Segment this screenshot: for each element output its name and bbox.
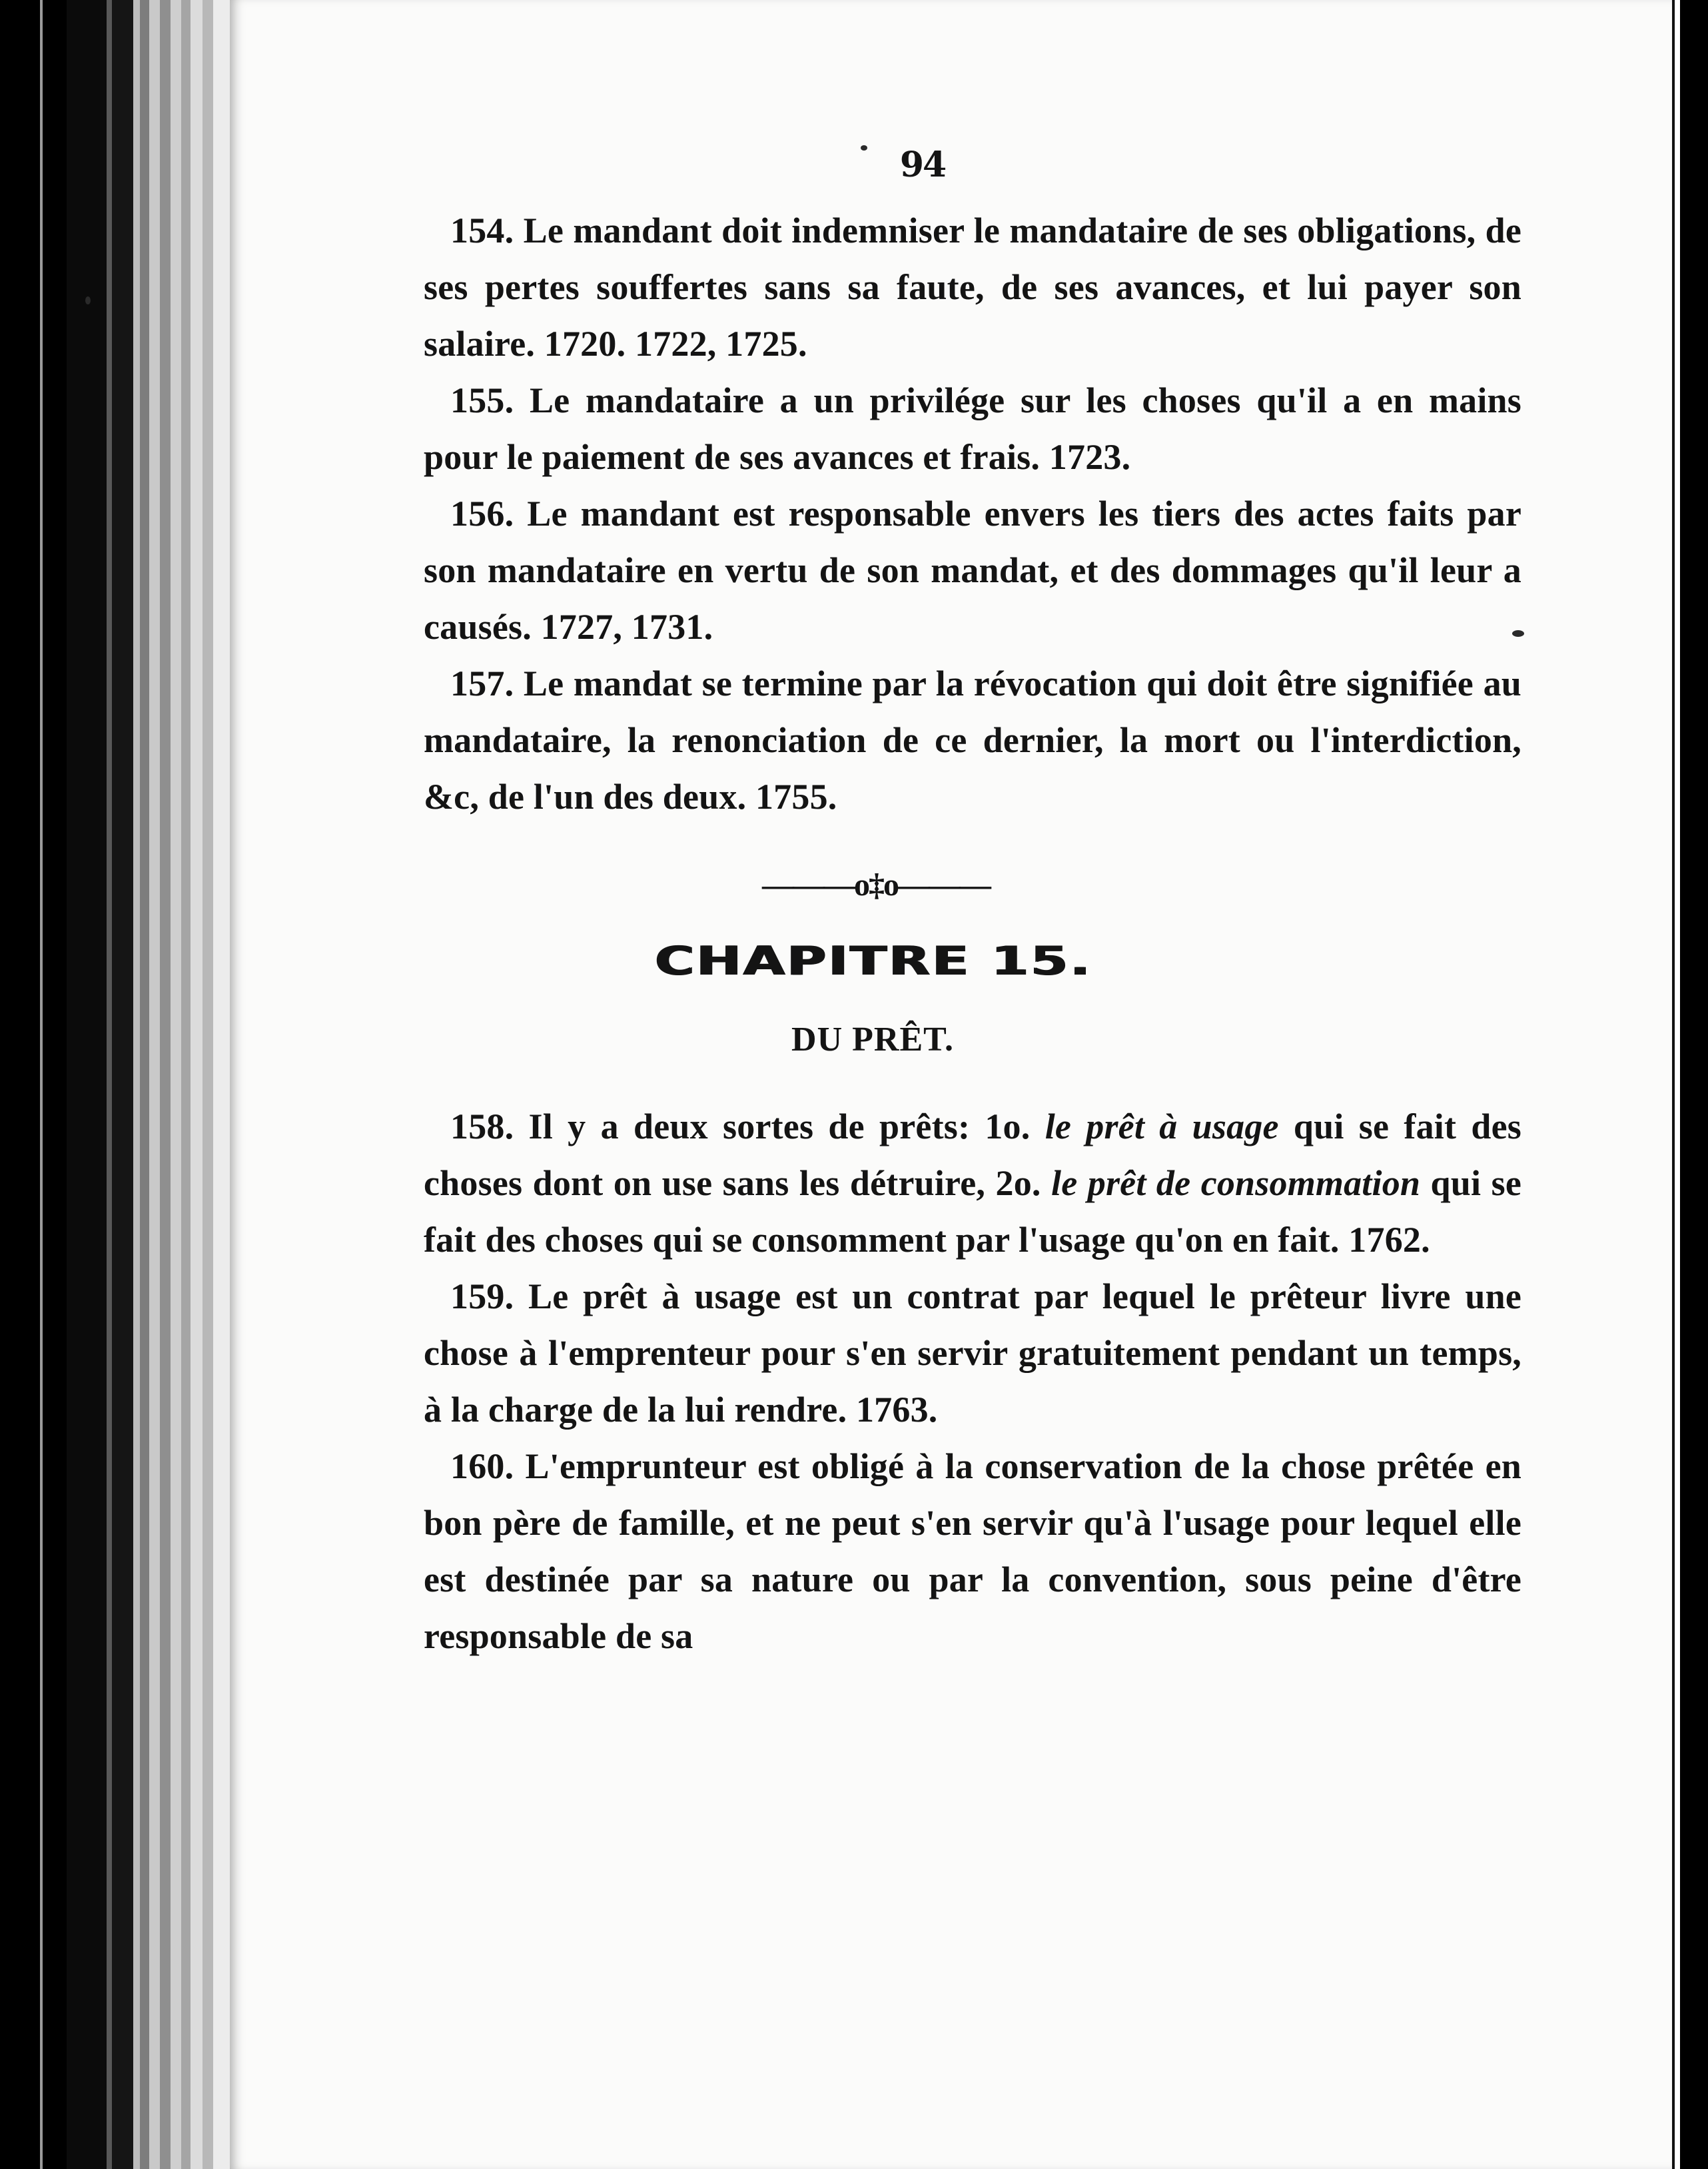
scan-right-border (1672, 0, 1708, 2169)
article-text: Le mandataire a un privilége sur les choses qu'il a en mains pour le paiement de ses avances et frais. 1723. (424, 380, 1521, 477)
page-number: 94 (899, 145, 946, 185)
article-number: 155. (450, 380, 514, 420)
chapter-title: CHAPITRE 15. (653, 938, 1092, 985)
chapter-subtitle: DU PRÊT. (791, 1021, 954, 1059)
article-text-part: qui se fait des choses qui se consomment par l'usage qu'on en fait. 1762. (424, 1163, 1521, 1260)
article-text-part: Il y a deux sortes de prêts: 1o. (528, 1106, 1031, 1146)
article-number: 156. (450, 494, 514, 534)
article-text: Le prêt à usage est un contrat par lequel le prêteur livre une chose à l'emprenteur pour s'en servir gratuitement pendant un temps, à la charge de la lui rendre. 1763. (424, 1276, 1521, 1430)
article-text-part: qui se fait des choses dont on use sans les détruire, 2o. (424, 1106, 1521, 1203)
book-page-edges (0, 0, 230, 2169)
article-italic-term: le prêt de consommation (1051, 1163, 1421, 1203)
article-text: Le mandant est responsable envers les tiers des actes faits par son mandataire en vertu de son mandat, et des dommages qu'il leur a causés. 1727, 1731. (424, 494, 1521, 647)
ink-speck (85, 296, 91, 304)
article-158 (424, 1098, 1521, 1268)
article-number: 159. (450, 1276, 514, 1316)
article-156 (424, 486, 1521, 655)
article-italic-term: le prêt à usage (1045, 1106, 1279, 1146)
article-number: 157. (450, 663, 514, 703)
page-text-block (424, 145, 1521, 1665)
article-160 (424, 1438, 1521, 1665)
article-text: L'emprunteur est obligé à la conservation de la chose prêtée en bon père de famille, et ne peut s'en servir qu'à l'usage pour lequel elle est destinée par sa nature ou par la convention, sous peine d'être responsable de sa (424, 1446, 1521, 1656)
article-text: Le mandant doit indemniser le mandataire de ses obligations, de ses pertes souffertes sans sa faute, de ses avances, et lui payer son salaire. 1720. 1722, 1725. (424, 211, 1521, 364)
article-159 (424, 1268, 1521, 1438)
article-154 (424, 203, 1521, 372)
section-divider-ornament: ———o‡o——— (762, 867, 990, 903)
article-157 (424, 655, 1521, 825)
article-155 (424, 372, 1521, 486)
article-text: Le mandat se termine par la révocation qui doit être signifiée au mandataire, la renonciation de ce dernier, la mort ou l'interdiction, &c, de l'un des deux. 1755. (424, 663, 1521, 817)
article-number: 160. (450, 1446, 514, 1486)
article-number: 158. (450, 1106, 514, 1146)
article-number: 154. (450, 211, 514, 250)
